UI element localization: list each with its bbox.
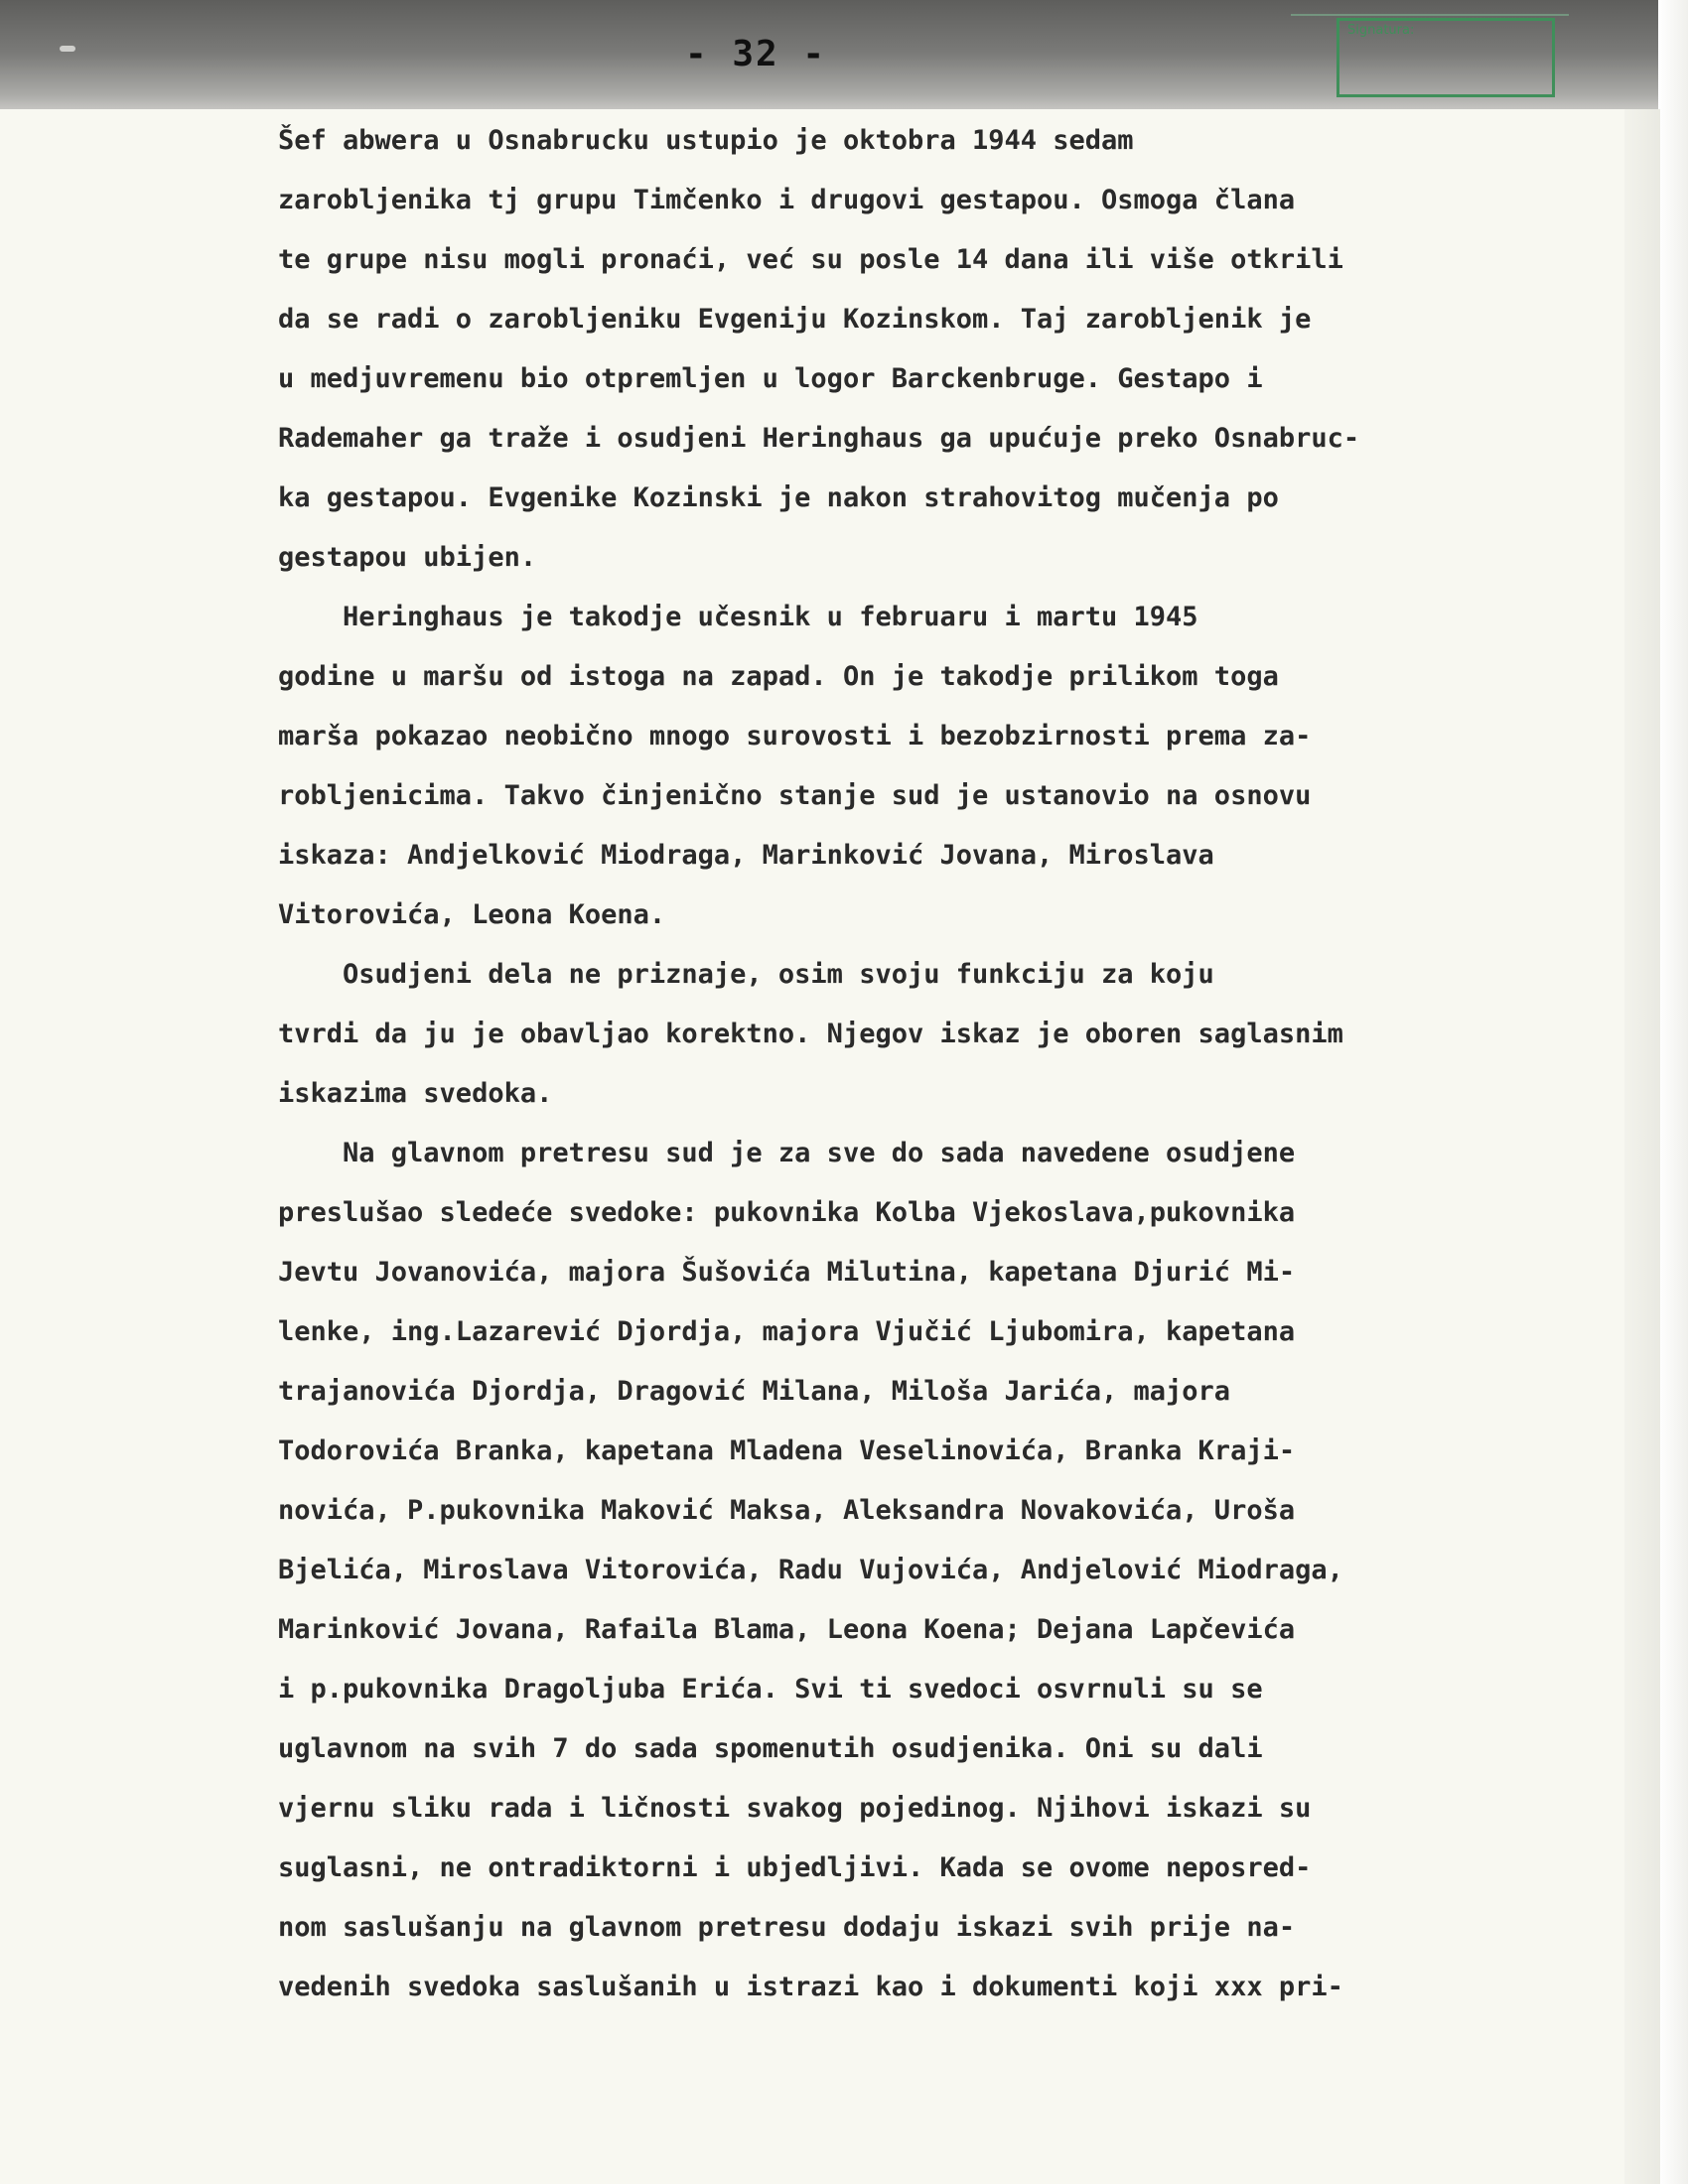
text-line: Todorovića Branka, kapetana Mladena Veselinovića, Branka Kraji- [278, 1435, 1296, 1466]
page-number: - 32 - [685, 34, 827, 74]
text-line: Vitorovića, Leona Koena. [278, 899, 666, 930]
text-line: iskazima svedoka. [278, 1078, 553, 1109]
text-line: vedenih svedoka saslušanih u istrazi kao i dokumenti koji xxx pri- [278, 1972, 1343, 2002]
scan-mark [60, 46, 75, 52]
signatura-stamp [1336, 18, 1555, 97]
text-line: robljenicima. Takvo činjenično stanje sud je ustanovio na osnovu [278, 780, 1312, 811]
text-line: Šef abwera u Osnabrucku ustupio je oktobra 1944 sedam [278, 125, 1134, 156]
text-line: Marinković Jovana, Rafaila Blama, Leona Koena; Dejana Lapčevića [278, 1614, 1296, 1645]
text-line: Bjelića, Miroslava Vitorovića, Radu Vujovića, Andjelović Miodraga, [278, 1555, 1343, 1585]
text-line: Rademaher ga traže i osudjeni Heringhaus ga upućuje preko Osnabruc- [278, 423, 1360, 454]
text-line: preslušao sledeće svedoke: pukovnika Kolba Vjekoslava,pukovnika [278, 1197, 1296, 1228]
text-line: zarobljenika tj grupu Timčenko i drugovi gestapou. Osmoga člana [278, 185, 1296, 215]
document-body [278, 111, 1648, 2017]
text-line: te grupe nisu mogli pronaći, već su posle 14 dana ili više otkrili [278, 244, 1343, 275]
stamp-label: Signatura: [1347, 23, 1415, 38]
text-line: marša pokazao neobično mnogo surovosti i bezobzirnosti prema za- [278, 721, 1312, 751]
text-line: u medjuvremenu bio otpremljen u logor Barckenbruge. Gestapo i [278, 363, 1263, 394]
text-line: Osudjeni dela ne priznaje, osim svoju funkciju za koju [278, 959, 1214, 990]
text-line: uglavnom na svih 7 do sada spomenutih osudjenika. Oni su dali [278, 1733, 1263, 1764]
text-line: vjernu sliku rada i ličnosti svakog pojedinog. Njihovi iskazi su [278, 1793, 1312, 1824]
text-line: Na glavnom pretresu sud je za sve do sada navedene osudjene [278, 1138, 1296, 1168]
text-line: tvrdi da ju je obavljao korektno. Njegov iskaz je oboren saglasnim [278, 1019, 1343, 1049]
text-line: trajanovića Djordja, Dragović Milana, Miloša Jarića, majora [278, 1376, 1231, 1407]
text-line: iskaza: Andjelković Miodraga, Marinković Jovana, Miroslava [278, 840, 1214, 871]
text-line: gestapou ubijen. [278, 542, 537, 573]
text-line: suglasni, ne ontradiktorni i ubjedljivi. Kada se ovome neposred- [278, 1852, 1312, 1883]
text-line: novića, P.pukovnika Maković Maksa, Aleksandra Novakovića, Uroša [278, 1495, 1296, 1526]
text-line: i p.pukovnika Dragoljuba Erića. Svi ti svedoci osvrnuli su se [278, 1674, 1263, 1705]
stamp-top-line [1291, 0, 1569, 16]
scan-right-margin [1658, 0, 1688, 2184]
text-line: Heringhaus je takodje učesnik u februaru i martu 1945 [278, 602, 1198, 632]
text-line: godine u maršu od istoga na zapad. On je takodje prilikom toga [278, 661, 1279, 692]
text-line: lenke, ing.Lazarević Djordja, majora Vjučić Ljubomira, kapetana [278, 1316, 1296, 1347]
text-line: nom saslušanju na glavnom pretresu dodaju iskazi svih prije na- [278, 1912, 1296, 1943]
text-line: ka gestapou. Evgenike Kozinski je nakon strahovitog mučenja po [278, 482, 1279, 513]
text-line: da se radi o zarobljeniku Evgeniju Kozinskom. Taj zarobljenik je [278, 304, 1312, 335]
text-line: Jevtu Jovanovića, majora Šušovića Milutina, kapetana Djurić Mi- [278, 1257, 1296, 1288]
